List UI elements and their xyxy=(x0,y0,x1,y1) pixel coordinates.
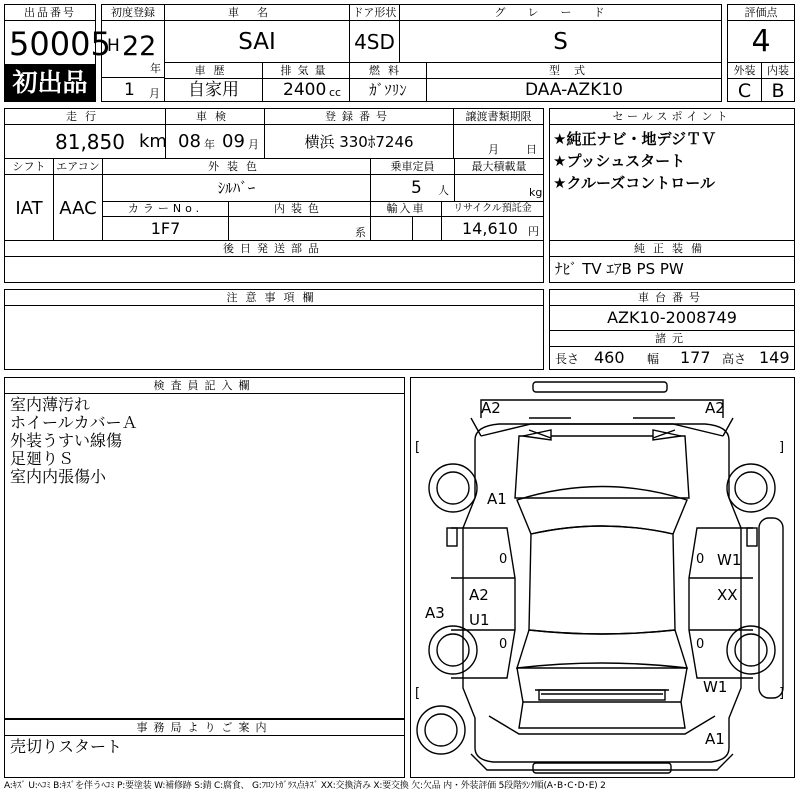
fuel-box xyxy=(349,78,427,102)
inspector-label: 検査員記入欄 xyxy=(4,377,405,394)
first-reg-year: 22 xyxy=(122,31,157,62)
int-color-box xyxy=(228,216,371,241)
inspection-month: 09 xyxy=(222,131,245,152)
door-box xyxy=(349,20,400,63)
transfer-label: 譲渡書類期限 xyxy=(453,108,544,125)
roof-shape xyxy=(529,526,675,634)
sales-point-1: ★純正ナビ・地デジＴＶ xyxy=(553,130,717,148)
mileage-unit: km xyxy=(139,131,167,152)
front-lights xyxy=(523,430,681,440)
plate-box xyxy=(264,124,454,159)
inspection-box xyxy=(165,124,265,159)
mark-bracket-left-bottom: [ xyxy=(415,686,421,701)
ext-color-label: 外装色 xyxy=(102,158,371,175)
car-diagram xyxy=(410,377,795,778)
plate-label: 登録番号 xyxy=(264,108,454,125)
height-label: 高さ xyxy=(722,352,747,366)
mark-bracket-left-top: [ xyxy=(415,440,421,455)
exterior-grade: C xyxy=(737,80,752,102)
interior-label: 内装 xyxy=(761,62,795,79)
capacity-box xyxy=(370,174,455,202)
grade-label: グレード xyxy=(399,4,722,21)
notes-label: 注意事項欄 xyxy=(4,289,544,306)
legend-text: A:ｷｽﾞ U:ﾍｺﾐ B:ｷｽﾞを伴うﾍｺﾐ P:要塗装 W:補修跡 S:錆 C:腐食、 G:ﾌﾛﾝﾄｶﾞﾗｽ点ｷｽﾞ XX:交換済み X:要交換 欠:欠品 内・外装評価 5段階ﾗﾝｸ順(A･B･C･D･E) 2 xyxy=(4,781,606,791)
car-name-label: 車名 xyxy=(164,4,350,21)
transfer-day-unit: 日 xyxy=(526,143,537,156)
score-box xyxy=(727,20,795,63)
left-mirror xyxy=(447,528,457,546)
inspection-year-unit: 年 xyxy=(204,138,215,151)
sales-points-box xyxy=(549,124,795,241)
rear-window-shape xyxy=(517,630,687,668)
load-unit: kg xyxy=(529,186,543,199)
right-mirror xyxy=(747,528,757,546)
grade: S xyxy=(553,29,568,55)
first-reg-month-box xyxy=(101,77,165,102)
history: 自家用 xyxy=(188,80,239,100)
rear-shape xyxy=(519,690,685,728)
door-label: ドア形状 xyxy=(349,4,400,21)
score: 4 xyxy=(751,24,771,59)
color-no: 1F7 xyxy=(150,219,181,238)
sales-point-2: ★プッシュスタート xyxy=(553,152,686,170)
era-prefix: H xyxy=(107,36,120,56)
load-box xyxy=(454,174,544,202)
load-label: 最大積載量 xyxy=(454,158,544,175)
mark-left-rear-zero: 0 xyxy=(499,637,508,652)
model-box xyxy=(426,78,722,102)
office-box xyxy=(4,735,405,778)
genuine-box xyxy=(549,256,795,283)
plate: 横浜 330ﾎ7246 xyxy=(304,133,414,151)
chassis-number: AZK10-2008749 xyxy=(607,308,737,327)
capacity: 5 xyxy=(411,178,422,198)
sales-point-3: ★クルーズコントロール xyxy=(553,174,715,192)
shift-label: シフト xyxy=(4,158,54,175)
interior-grade: B xyxy=(771,80,785,102)
exterior-grade-box xyxy=(727,78,762,102)
history-box xyxy=(164,78,263,102)
recycle-box xyxy=(441,216,544,241)
color-no-box xyxy=(102,216,229,241)
import-label: 輸入車 xyxy=(370,201,442,217)
inspection-month-unit: 月 xyxy=(248,138,259,151)
import-box-left xyxy=(370,216,413,241)
int-color-label: 内装色 xyxy=(228,201,371,217)
windshield-shape xyxy=(517,487,687,535)
chassis-label: 車台番号 xyxy=(549,289,795,306)
lot-label: 出品番号 xyxy=(4,4,96,21)
score-label: 評価点 xyxy=(727,4,795,21)
ext-color-box xyxy=(102,174,371,202)
mark-left-rear-lower: U1 xyxy=(469,611,490,629)
int-color-unit: 系 xyxy=(355,226,366,239)
transfer-month-unit: 月 xyxy=(488,143,499,156)
first-reg-label: 初度登録 xyxy=(101,4,165,21)
car-name-box xyxy=(164,20,350,63)
office-text: 売切りスタート xyxy=(10,737,123,756)
office-label: 事務局よりご案内 xyxy=(4,719,405,736)
front-bar-shape xyxy=(533,382,667,392)
later-parts-box xyxy=(4,256,544,283)
height: 149 xyxy=(759,348,790,367)
model-label: 型式 xyxy=(426,62,722,79)
exterior-label: 外装 xyxy=(727,62,762,79)
model: DAA-AZK10 xyxy=(525,80,623,100)
mark-right-front-door: 0 xyxy=(696,552,705,567)
spec-label: 諸元 xyxy=(549,330,795,347)
capacity-label: 乗車定員 xyxy=(370,158,455,175)
mark-right-rear-fender: W1 xyxy=(703,678,728,696)
mark-right-rear-door: XX xyxy=(717,586,738,604)
shift: IAT xyxy=(15,198,43,219)
genuine-text: ﾅﾋﾞ TV ｴｱB PS PW xyxy=(555,260,684,278)
length-label: 長さ xyxy=(555,352,580,366)
interior-grade-box xyxy=(761,78,795,102)
sales-points-label: セールスポイント xyxy=(549,108,795,125)
dimensions-box xyxy=(549,346,795,370)
fuel: ｶﾞｿﾘﾝ xyxy=(369,81,407,99)
fuel-label: 燃料 xyxy=(349,62,427,79)
inspector-box xyxy=(4,393,405,719)
chassis-box xyxy=(549,305,795,331)
transfer-box xyxy=(453,124,544,159)
inspection-label: 車検 xyxy=(165,108,265,125)
month-unit: 月 xyxy=(149,87,160,100)
car-diagram-svg xyxy=(411,378,794,777)
length: 460 xyxy=(594,348,625,367)
first-listing-text: 初出品 xyxy=(12,68,88,97)
mark-right-front: W1 xyxy=(717,551,742,569)
year-unit: 年 xyxy=(150,62,161,75)
lot-number: 50005 xyxy=(9,25,111,63)
mark-left-rear-side: A3 xyxy=(425,604,445,622)
inspector-line-3: 外装うすい線傷 xyxy=(10,431,123,450)
mark-bracket-right-top: ] xyxy=(779,440,785,455)
shift-box xyxy=(4,174,54,241)
displacement-label: 排気量 xyxy=(262,62,350,79)
genuine-label: 純正装備 xyxy=(549,240,795,257)
first-reg-month: 1 xyxy=(124,80,135,100)
color-no-label: カラーNo. xyxy=(102,201,229,217)
history-label: 車歴 xyxy=(164,62,263,79)
inspector-line-5: 室内内張傷小 xyxy=(10,467,107,486)
recycle-unit: 円 xyxy=(528,225,539,238)
displacement-unit: cc xyxy=(329,86,342,99)
front-bumper-shape xyxy=(471,400,733,436)
mark-bracket-right-bottom: ] xyxy=(779,686,785,701)
notes-box xyxy=(4,305,544,370)
displacement: 2400 xyxy=(283,80,327,100)
mark-left-rear-upper: A2 xyxy=(469,586,489,604)
hood-shape xyxy=(515,436,689,498)
mark-right-rear-zero: 0 xyxy=(696,637,705,652)
body-outline xyxy=(463,424,741,762)
mark-hood-left: A1 xyxy=(487,490,507,508)
inspection-year: 08 xyxy=(178,131,201,152)
car-name: SAI xyxy=(238,29,276,55)
inspector-line-1: 室内薄汚れ xyxy=(10,395,91,414)
inspector-line-2: ホイールカバーＡ xyxy=(10,413,138,432)
recycle-label: リサイクル預託金 xyxy=(441,201,544,217)
mark-left-front-door: 0 xyxy=(499,552,508,567)
trunk-shape xyxy=(517,668,687,702)
width-label: 幅 xyxy=(647,352,660,366)
rear-lights xyxy=(539,690,665,700)
rear-bar-shape xyxy=(533,763,671,773)
later-parts-label: 後日発送部品 xyxy=(4,240,544,257)
import-box-right xyxy=(412,216,442,241)
door-type: 4SD xyxy=(354,30,395,54)
aircon-label: エアコン xyxy=(53,158,103,175)
lot-number-box xyxy=(4,20,111,65)
aircon-box xyxy=(53,174,103,241)
grade-box xyxy=(399,20,722,63)
mark-rear-bumper: A1 xyxy=(705,730,725,748)
mark-front-right: A2 xyxy=(705,399,725,417)
ext-color: ｼﾙﾊﾞｰ xyxy=(217,179,256,197)
displacement-box xyxy=(262,78,350,102)
mileage: 81,850 xyxy=(55,130,125,154)
mileage-box xyxy=(4,124,166,159)
mark-front-left: A2 xyxy=(481,399,501,417)
capacity-unit: 人 xyxy=(438,184,449,197)
width: 177 xyxy=(680,348,711,367)
mileage-label: 走行 xyxy=(4,108,166,125)
first-listing-badge xyxy=(4,64,96,102)
aircon: AAC xyxy=(59,198,97,219)
inspector-line-4: 足廻りＳ xyxy=(10,449,75,468)
recycle: 14,610 xyxy=(462,219,518,238)
first-reg-year-box xyxy=(101,20,165,78)
